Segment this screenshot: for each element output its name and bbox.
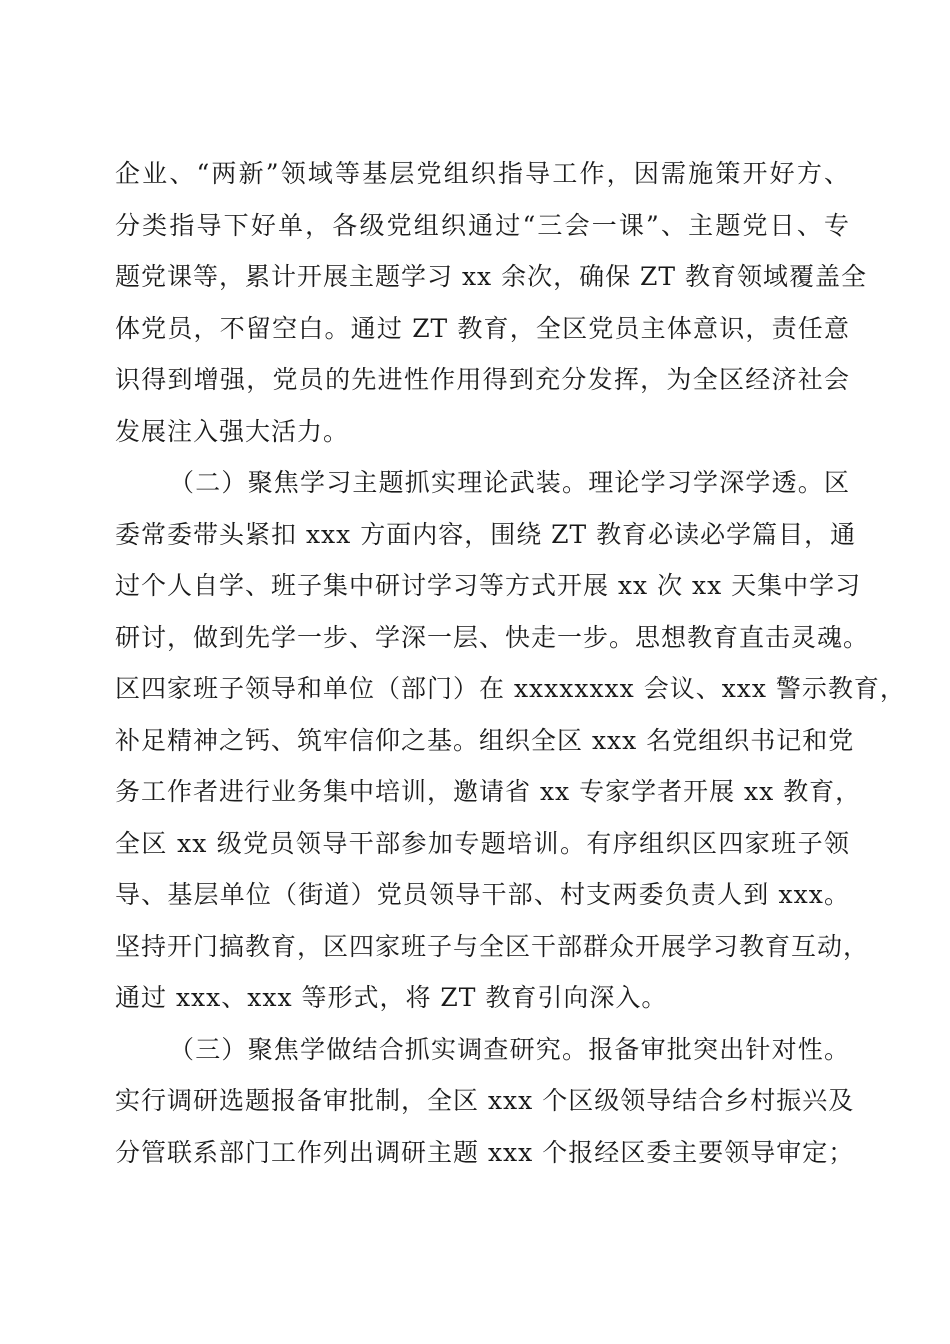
text-line: 全区 xx 级党员领导干部参加专题培训。有序组织区四家班子领 bbox=[115, 828, 850, 858]
text-line: 题党课等，累计开展主题学习 xx 余次，确保 ZT 教育领域覆盖全 bbox=[115, 262, 868, 291]
paragraph bbox=[115, 148, 868, 457]
text-line: 坚持开门搞教育，区四家班子与全区干部群众开展学习教育互动， bbox=[115, 931, 870, 961]
text-line: 发展注入强大活力。 bbox=[115, 416, 350, 446]
text-line: 识得到增强，党员的先进性作用得到充分发挥，为全区经济社会 bbox=[115, 365, 850, 394]
text-line: 研讨，做到先学一步、学深一层、快走一步。思想教育直击灵魂。 bbox=[115, 622, 870, 652]
text-line: 委常委带头紧扣 xxx 方面内容，围绕 ZT 教育必读必学篇目，通 bbox=[115, 519, 857, 549]
paragraph bbox=[115, 457, 906, 1024]
text-line: 分管联系部门工作列出调研主题 xxx 个报经区委主要领导审定； bbox=[115, 1137, 855, 1167]
text-line: （三）聚焦学做结合抓实调查研究。报备审批突出针对性。 bbox=[169, 1034, 850, 1064]
body-text bbox=[115, 148, 906, 1178]
text-line: 补足精神之钙、筑牢信仰之基。组织全区 xxx 名党组织书记和党 bbox=[115, 725, 855, 755]
text-line: 导、基层单位（街道）党员领导干部、村支两委负责人到 xxx。 bbox=[115, 880, 850, 909]
text-line: 分类指导下好单，各级党组织通过“三会一课”、主题党日、专 bbox=[115, 210, 850, 240]
text-line: 过个人自学、班子集中研讨学习等方式开展 xx 次 xx 天集中学习 bbox=[115, 571, 862, 600]
text-line: 企业、“两新”领域等基层党组织指导工作，因需施策开好方、 bbox=[115, 159, 850, 188]
text-line: 务工作者进行业务集中培训，邀请省 xx 专家学者开展 xx 教育， bbox=[115, 777, 862, 806]
text-line: 通过 xxx、xxx 等形式，将 ZT 教育引向深入。 bbox=[115, 983, 668, 1012]
text-line: 体党员，不留空白。通过 ZT 教育，全区党员主体意识，责任意 bbox=[115, 313, 850, 343]
text-line: 区四家班子领导和单位（部门）在 xxxxxxxx 会议、xxx 警示教育， bbox=[115, 674, 906, 703]
text-line: 实行调研选题报备审批制，全区 xxx 个区级领导结合乡村振兴及 bbox=[115, 1086, 855, 1115]
text-line: （二）聚焦学习主题抓实理论武装。理论学习学深学透。区 bbox=[169, 468, 850, 497]
paragraph bbox=[115, 1024, 855, 1179]
